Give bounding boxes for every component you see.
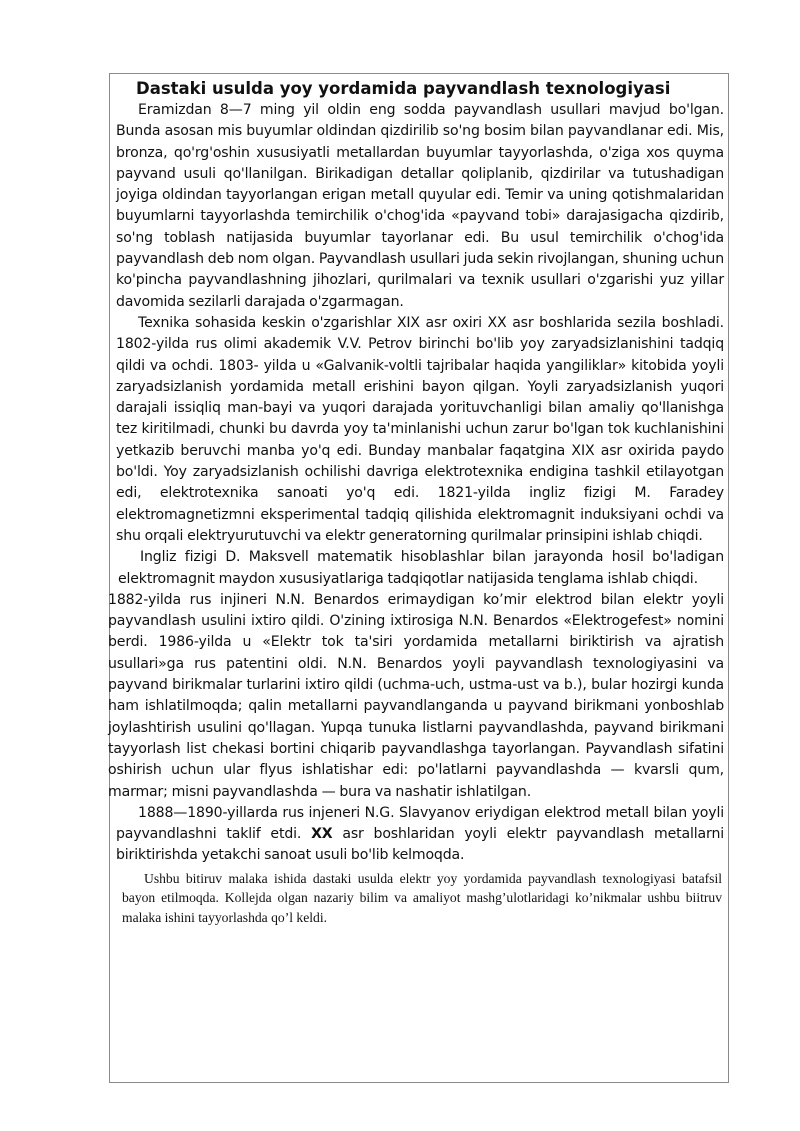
- document-body: [108, 78, 724, 927]
- paragraph-history-ancient: Eramizdan 8—7 ming yil oldin eng sodda payvandlash usullari mavjud bo'lgan. Bunda asosan mis buyumlar oldindan qizdirilib so'ng bosim bilan payvandlanar edi. Mis, bronza, qo'rg'oshin xususiyatli metallardan buyumlar tayyorlashda, o'ziga xos quyma payvand usuli qo'llanilgan. Birikadigan detallar qoliplanib, qizdirilar va tutushadigan joyiga oldindan tayyorlangan erigan metall quyular edi. Temir va uning qotishmalaridan buyumlarni tayyorlashda temirchilik o'chog'ida «payvand tobi» darajasigacha qizdirib, so'ng toblash natijasida buyumlar tayorlanar edi. Bu usul temirchilik o'chog'ida payvandlash deb nom olgan. Payvandlash usullari juda sekin rivojlangan, shuning uchun ko'pincha payvandlashning jihozlari, qurilmalari va texnik usullari o'zgarishi yuz yillar davomida sezilarli darajada o'zgarmagan.: [116, 102, 724, 310]
- slavyanov-text-end: asr boshlaridan yoyli elektr payvandlash metallarni biriktirishda yetakchi sanoat usuli bo'lib kelmoqda.: [116, 826, 724, 864]
- paragraph-thesis-summary: Ushbu bitiruv malaka ishida dastaki usulda elektr yoy yordamida payvandlash texnologiyasi batafsil bayon etilmoqda. Kollejda olgan nazariy bilim va amaliyot mashg’ulotlaridagi ko’nikmalar ushbu biitruv malaka ishini tayyorlashda qo’l keldi.: [122, 870, 722, 925]
- paragraph-slavyanov: [116, 803, 724, 867]
- paragraph-benardos: 1882-yilda rus injineri N.N. Benardos erimaydigan ko’mir elektrod bilan elektr yoyli payvandlash usulini ixtiro qildi. O'zining ixtirosiga N.N. Benardos «Elektrogefest» nomini berdi. 1986-yilda u «Elektr tok ta'siri yordamida metallarni biriktirish va ajratish usullari»ga rus patentini oldi. N.N. Benardos yoyli payvandlash texnologiyasini va payvand birikmalar turlarini ixtiro qildi (uchma-uch, ustma-ust va b.), bular hozirgi kunda ham ishlatilmoqda; qalin metallarni payvandlanganda u payvand birikmani yonboshlab joylashtirish usulini qo'llagan. Yupqa tunuka listlarni payvandlashda, payvand birikmani tayyorlash list chekasi bortini chiqarib payvandlashga tayorlangan. Payvandlash sifatini oshirish uchun ular flyus ishlatishar edi: po'latlarni payvandlashda — kvarsli qum, marmar; misni payvandlashda — bura va nashatir ishlatilgan.: [108, 591, 724, 800]
- paragraph-history-petrov: Texnika sohasida keskin o'zgarishlar XIX asr oxiri XX asr boshlarida sezila boshladi. 1802-yilda rus olimi akademik V.V. Petrov birinchi bo'lib yoy zaryadsizlanishini tadqiq qildi va ochdi. 1803- yilda u «Galvanik-voltli tajribalar haqida yangiliklar» kitobida yoyli zaryadsizlanish yordamida metall erishini bayon qilgan. Yoyli zaryadsizlanish yuqori darajali issiqliq man-bayi va yuqori darajada yorituvchanligi bilan amaliy qo'llanishga tez kiritilmadi, chunki bu davrda yoy ta'minlanishi uchun zarur bo'lgan tok kuchlanishini yetkazib beruvchi manba yo'q edi. Bunday manbalar faqatgina XIX asr oxirida paydo bo'ldi. Yoy zaryadsizlanish ochilishi davriga elektrotexnika endigina tashkil etilayotgan edi, elektrotexnika sanoati yo'q edi. 1821-yilda ingliz fizigi M. Faradey elektromagnetizmni eksperimental tadqiq qilishida elektromagnit induksiyani ochdi va shu orqali elektryurutuvchi va elektr generatorning qurilmalar prinsipini ishlab chiqdi.: [116, 314, 724, 544]
- document-title: Dastaki usulda yoy yordamida payvandlash texnologiyasi: [136, 79, 671, 98]
- slavyanov-text-start: 1888—1890-yillarda rus injeneri N.G. Slavyanov eriydigan elektrod metall bilan yoyli payvandlashni taklif etdi.: [116, 804, 724, 843]
- century-bold: XX: [311, 826, 333, 843]
- paragraph-maxwell: Ingliz fizigi D. Maksvell matematik hisoblashlar bilan jarayonda hosil bo'ladigan elektromagnit maydon xususiyatlariga tadqiqotlar natijasida tenglama ishlab chiqdi.: [118, 549, 724, 587]
